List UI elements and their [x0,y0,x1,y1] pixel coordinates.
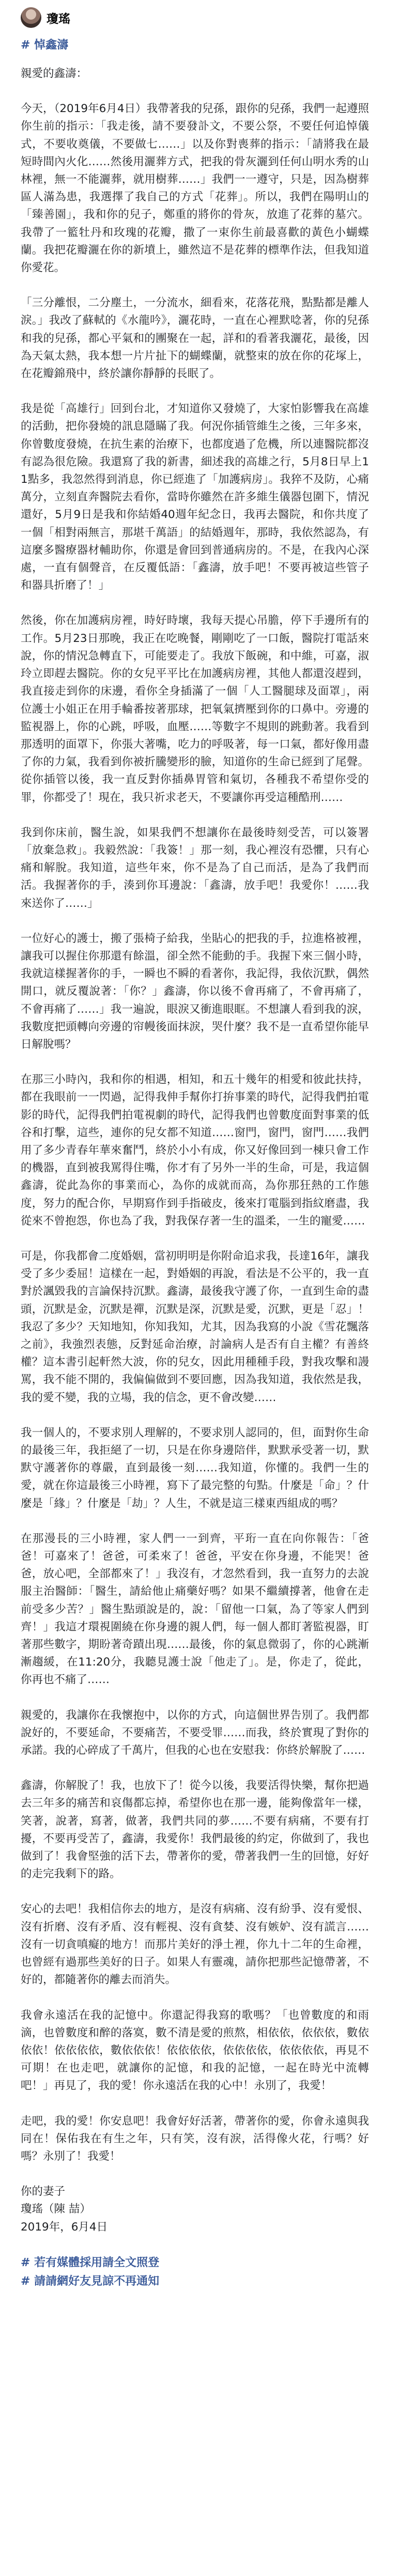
paragraph: 今天，（2019年6月4日）我帶著我的兒孫，跟你的兒孫，我們一起遵照你生前的指示：「我走後，請不要發訃文，不要公祭，不要任何追悼儀式，不要收奠儀，不要做七……」以及你對喪葬的指示：「請將我在最短時間內火化……然後用灑葬方式，把我的骨灰灑到任何山明水秀的山林裡，無一不能灑葬，就用樹葬……」我們一一遵守，只是，因為樹葬區人滿為患，我選擇了我自己的方式「花葬」。所以，我們在陽明山的「臻善園」，我和你的兒子，鄭重的將你的骨灰，放進了花葬的墓穴。我帶了一籃牡丹和玫瑰的花瓣，撒了一束你生前最喜歡的黃色小蝴蝶蘭。我把花瓣灑在你的新墳上，雖然這不是花葬的標準作法，但我知道你愛花。 [21,102,369,275]
paragraph: 在那漫長的三小時裡，家人們一一到齊，平珩一直在向你報告：「爸爸！可嘉來了！爸爸，可柔來了！爸爸，平安在你身邊，不能哭！爸爸，放心吧，全部都來了！」我沒有，才忽然看到，我一直努力的去說服主治醫師：「醫生，請給他止痛藥好嗎？如果不繼續撐著，他會在走前受多少苦？」醫生點頭說是的，說：「留他一口氣，為了等家人們到齊！」我這才環視圍繞在你身邊的親人們，每一個人都盯著監視器，盯著那些數字，期盼著奇蹟出現……最後，你的氣息微弱了，你的心跳漸漸趨緩，在11:20分，我聽見護士說「他走了」。是，你走了，從此，你再也不痛了…… [21,1532,369,1687]
hashtag-link[interactable]: # 請請網好友見諒不再通知 [21,2274,160,2288]
hashtag-title[interactable]: # 悼鑫濤 [21,39,69,52]
paragraph: 安心的去吧！我相信你去的地方，是沒有病痛、沒有紛爭、沒有愛恨、沒有折磨、沒有矛盾、沒有輕視、沒有貪婪、沒有嫉妒、沒有謊言……沒有一切貪嗔癡的地方！而那片美好的淨土裡，你九十二年的生命裡，也曾經有過那些美好的日子。如果人有靈魂，請你把那些記憶帶著，不好的，都隨著你的離去而消失。 [21,1903,369,1987]
signature [21,2183,369,2236]
paragraph: 我到你床前，醫生說，如果我們不想讓你在最後時刻受苦，可以簽署「放棄急救」。我毅然說：「我簽！」那一刻，我心裡沒有恐懼，只有心痛和解脫。我知道，這些年來，你不是為了自己而活，是為了我們而活。我握著你的手，湊到你耳邊說：「鑫濤，放手吧！我愛你！……我來送你了……」 [21,826,369,910]
paragraph: 我會永遠活在我的記憶中。你還記得我寫的歌嗎？「也曾數度的和雨滴，也曾數度和醉的落寞，數不清是愛的煎熬，相依依，依依依，數依依依！依依依依，數依依依！依依依依，依依依依，依依依依，再見不可期！在也走吧，就讓你的記憶，和我的記憶，一起在時光中流轉吧！」再見了，我的愛！你永遠活在我的心中！永別了，我愛！ [21,2008,369,2093]
paragraph: 「三分離恨，二分塵土，一分流水，細看來，花落花飛，點點都是離人淚。」我改了蘇軾的《水龍吟》，灑花時，一直在心裡默唸著，你的兒孫和我的兒孫，都心平氣和的團聚在一起，詳和的看著我灑花，最後，因為天氣太熱，我本想一片片扯下的蝴蝶蘭，就整束的放在你的花塚上，在花瓣錦飛中，終於讓你靜靜的長眠了。 [21,296,369,381]
paragraph: 在那三小時內，我和你的相遇，相知，和五十幾年的相愛和彼此扶持，都在我眼前一一閃過，記得我伸手幫你打拚事業的時代，記得我們拍電影的時代，記得我們拍電視劇的時代，記得我們也曾數度面對事業的低谷和打擊，這些，連你的兒女都不知道……窗門，窗門，窗門……我們用了多少青春年華來奮鬥，終於小小有成，你又好像回到一棟只會工作的機器，直到被我罵得住嘴，你才有了另外一半的生命，可是，我這個鑫濤，從此為你的事業而心，為你的成就而高，為你那狂熱的工作態度，努力的配合你，早期寫作到手指破皮，後來打電腦到指紋磨盡，我從來不曾抱怨，你也為了我，對我保存著一生的溫柔，一生的寵愛…… [21,1073,369,1228]
hashtag-link[interactable]: # 若有媒體採用請全文照登 [21,2256,160,2269]
paragraph: 然後，你在加護病房裡，時好時壞，我每天提心吊膽，停下手邊所有的工作。5月23日那晚，我正在吃晚餐，剛剛吃了一口飯，醫院打電話來說，你的情況急轉直下，可能要走了。我放下飯碗，和中維，可嘉，淑玲立即趕去醫院。你的女兒平平比在加護病房裡，其他人都還沒趕到，我直接走到你的床邊，看你全身插滿了一個「人工醫腿球及面罩」，兩位護士小姐正在用手輪番按著那球，把氧氣擠壓到你的口鼻中。旁邊的監視器上，你的心跳，呼吸，血壓……等數字不規則的跳動著。我看到那透明的面罩下，你張大著嘴，吃力的呼吸著，每一口氣，都好像用盡了你的力氣，我看到你被折騰變形的臉，知道你的生命已經到了尾聲。從你插管以後，我一直反對你插鼻胃管和氣切，各種我不希望你受的罪，你都受了！現在，我只祈求老天，不要讓你再受這種酷刑…… [21,614,369,804]
post-header [21,0,369,32]
paragraph: 親愛的，我讓你在我懷抱中，以你的方式，向這個世界告別了。我們都說好的，不要延命，不要痛苦，不要受罪……而我，終於實現了對你的承諾。我的心碎成了千萬片，但我的心也在安慰我：你終於解脫了…… [21,1708,369,1757]
author-name[interactable]: 瓊瑤 [47,12,70,26]
signature-date: 2019年，6月4日 [21,2220,108,2234]
signature-line: 你的妻子 [21,2185,66,2198]
author-avatar[interactable] [21,7,41,28]
signature-name: 瓊瑤（陳 喆） [21,2203,91,2216]
footer-hashtags [21,2254,369,2291]
post-body [21,100,369,2165]
greeting: 親愛的鑫濤： [21,67,88,80]
paragraph: 走吧，我的愛！你安息吧！我會好好活著，帶著你的愛，你會永遠與我同在！保佑我在有生之年，只有笑，沒有淚，活得像火花，行嗎？好嗎？永別了！我愛！ [21,2114,369,2163]
paragraph: 可是，你我都會二度婚姻，當初明明是你附命追求我，長達16年，讓我受了多少委屈！這樣在一起，對婚姻的再說，看法是不公平的，我一直對於諷毀我的言論保持沉默。鑫濤，最後我守護了你，一直到生命的盡頭，沉默是金，沉默是禪，沉默是深，沉默是愛，沉默，更是「忍」！我忍了多少？天知地知，你知我知，尤其，因為我寫的小說《雪花飄落之前》，我強烈表態，反對延命治療，討論病人是否有自主權？有善終權？這本書引起軒然大波，你的兒女，因此用種種手段，對我攻擊和謾罵，我不能不開的，我偏偏做到不要回應，因為我知道，我依然是我，我的愛不變，我的立場，我的信念，更不會改變…… [21,1249,369,1404]
paragraph: 鑫濤，你解脫了！我，也放下了！從今以後，我要活得快樂，幫你把過去三年多的痛苦和哀傷都忘掉，希望你也在那一邊，能夠像當年一樣，笑著，說著，寫著，做著，我們共同的夢……不要有病痛，不要有打擾，不要再受苦了，鑫濤，我愛你！我們最後的約定，你做到了，我也做到了！我會堅強的活下去，帶著你的愛，帶著我們一生的回憶，好好的走完我剩下的路。 [21,1779,369,1881]
paragraph: 我一個人的，不要求別人理解的，不要求別人認同的，但，面對你生命的最後三年，我拒絕了一切，只是在你身邊陪伴，默默承受著一切，默默守護著你的尊嚴，直到最後一刻……我知道，你懂的。我們一生的愛，就在你這最後三小時裡，寫下了最完整的句點。什麼是「命」？什麼是「緣」？什麼是「劫」？人生，不就是這三樣東西組成的嗎？ [21,1426,369,1510]
paragraph: 一位好心的護士，搬了張椅子給我，坐貼心的把我的手，拉進格被裡，讓我可以握住你那還有餘溫，卻全然不能動的手。我握下來三個小時，我就這樣握著你的手，一瞬也不瞬的看著你，我記得，我依沉默，偶然開口，就反覆說著：「你？」鑫濤，你以後不會再痛了，不會再痛了，不會再痛了……」我一遍說，眼淚又衝進眼眶。不想讓人看到我的淚，我數度把頭轉向旁邊的帘幔後面抹淚，哭什麼？我不是一直希望你能早日解脫嗎？ [21,932,369,1051]
paragraph: 我是從「高雄行」回到台北，才知道你又發燒了，大家怕影響我在高雄的活動，把你發燒的訊息隱瞞了我。何況你插管維生之後，三年多來，你曾數度發燒，在抗生素的治療下，也都度過了危機，所以連醫院都沒有認為很危險。我還寫了我的新書，細述我的高雄之行，5月8日早上11點多，我忽然得到消息，你已經進了「加護病房」。我猝不及防，心痛萬分，立刻直奔醫院去看你，當時你雖然在許多維生儀器包圍下，情況還好，5月9日是我和你結婚40週年紀念日，我再去醫院，和你共度了一個「相對兩無言，那堪千萬語」的結婚週年，那時，我依然認為，有這麼多醫療器材輔助你，你還是會回到普通病房的。不是，在我內心深處，一直有個聲音，在反覆低語：「鑫濤，放手吧！不要再被這些管子和器具折磨了！」 [21,402,369,592]
